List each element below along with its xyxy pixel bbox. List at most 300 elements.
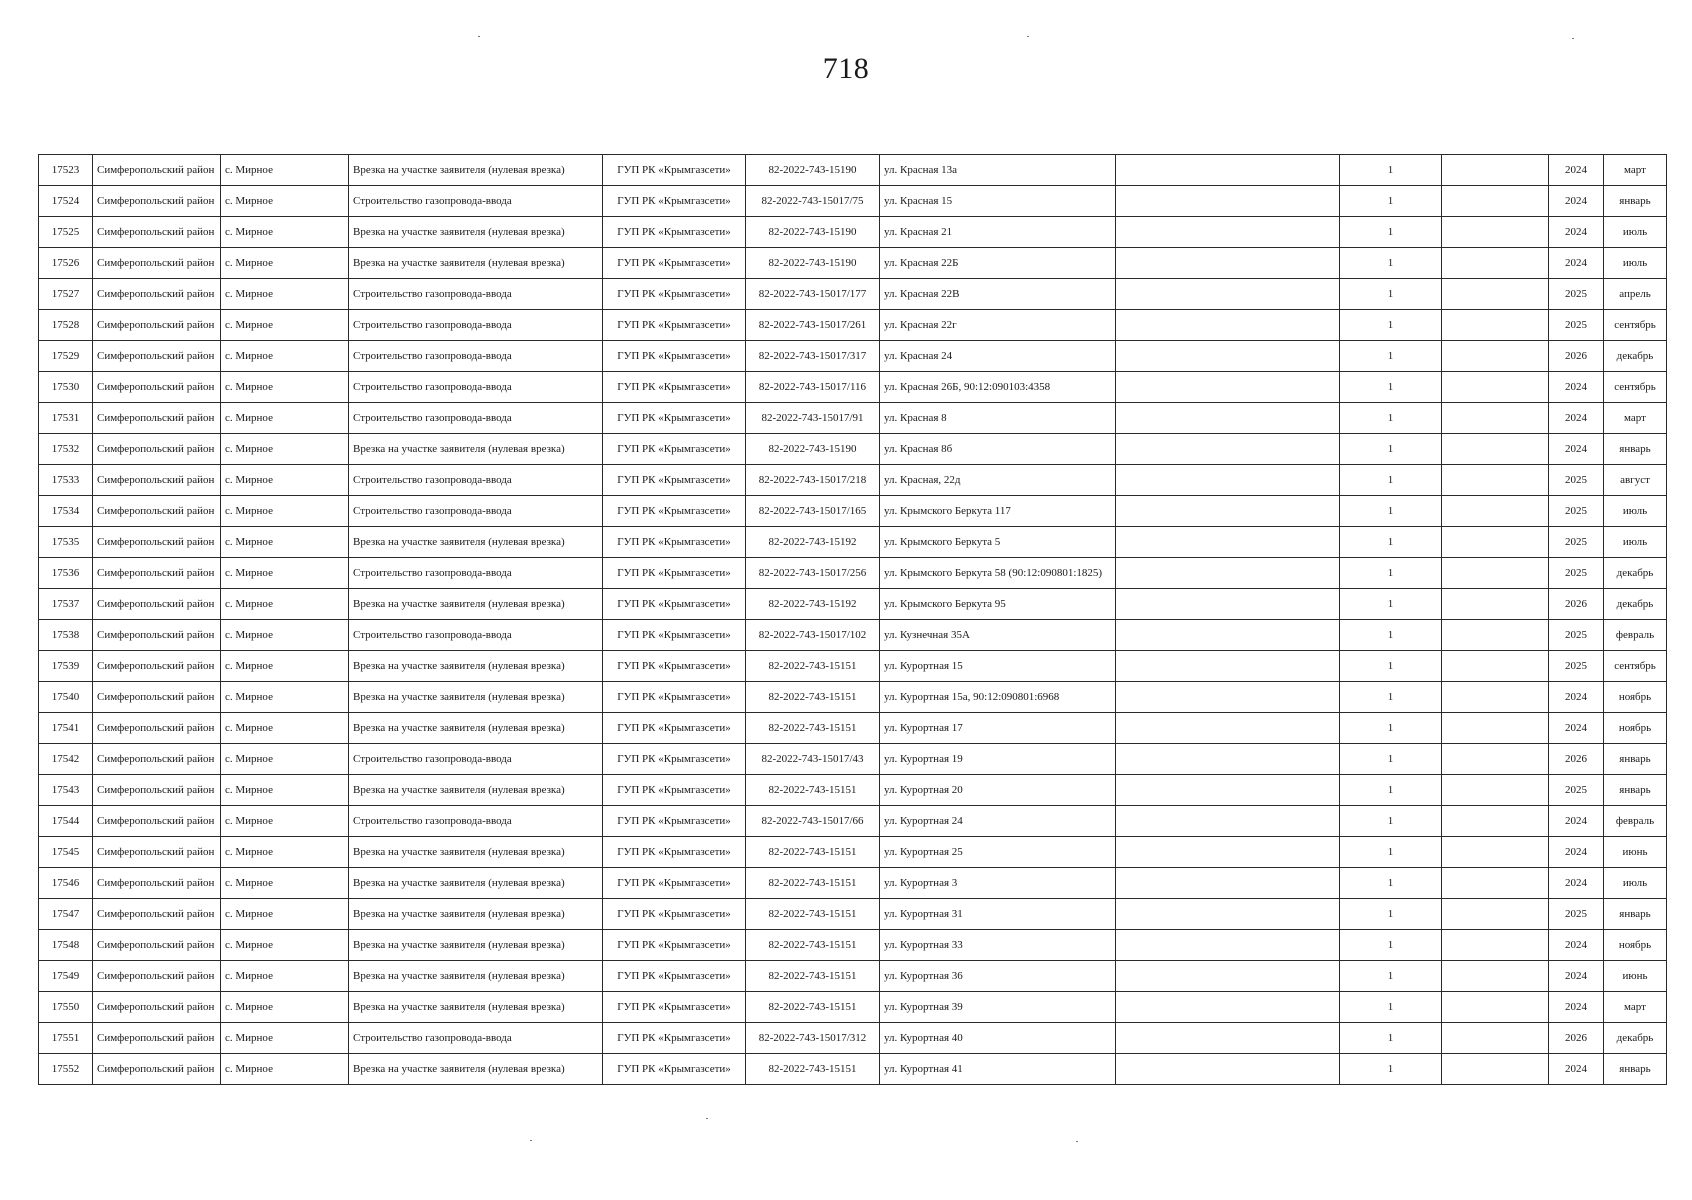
settlement-cell: с. Мирное xyxy=(221,837,349,868)
page-number: 718 xyxy=(822,52,870,85)
quantity-cell: 1 xyxy=(1340,1054,1442,1085)
address-cell: ул. Красная 26Б, 90:12:090103:4358 xyxy=(880,372,1116,403)
empty-cell xyxy=(1442,434,1549,465)
row-number: 17526 xyxy=(39,248,93,279)
table-row xyxy=(39,372,1667,403)
register-table xyxy=(38,154,1667,1085)
district-cell: Симферопольский район xyxy=(93,155,221,186)
quantity-cell: 1 xyxy=(1340,1023,1442,1054)
settlement-cell: с. Мирное xyxy=(221,992,349,1023)
quantity-cell: 1 xyxy=(1340,217,1442,248)
district-cell: Симферопольский район xyxy=(93,217,221,248)
quantity-cell: 1 xyxy=(1340,558,1442,589)
table-row xyxy=(39,279,1667,310)
year-cell: 2026 xyxy=(1549,744,1604,775)
year-cell: 2025 xyxy=(1549,279,1604,310)
district-cell: Симферопольский район xyxy=(93,434,221,465)
settlement-cell: с. Мирное xyxy=(221,775,349,806)
address-cell: ул. Красная 8б xyxy=(880,434,1116,465)
organization-cell: ГУП РК «Крымгазсети» xyxy=(603,186,746,217)
row-number: 17533 xyxy=(39,465,93,496)
row-number: 17542 xyxy=(39,744,93,775)
quantity-cell: 1 xyxy=(1340,806,1442,837)
empty-cell xyxy=(1116,961,1340,992)
settlement-cell: с. Мирное xyxy=(221,372,349,403)
quantity-cell: 1 xyxy=(1340,527,1442,558)
district-cell: Симферопольский район xyxy=(93,930,221,961)
work-type-cell: Строительство газопровода-ввода xyxy=(349,372,603,403)
year-cell: 2026 xyxy=(1549,1023,1604,1054)
empty-cell xyxy=(1116,620,1340,651)
organization-cell: ГУП РК «Крымгазсети» xyxy=(603,310,746,341)
district-cell: Симферопольский район xyxy=(93,248,221,279)
empty-cell xyxy=(1442,899,1549,930)
work-type-cell: Строительство газопровода-ввода xyxy=(349,496,603,527)
month-cell: июль xyxy=(1604,217,1667,248)
empty-cell xyxy=(1116,1023,1340,1054)
work-type-cell: Врезка на участке заявителя (нулевая врезка) xyxy=(349,992,603,1023)
empty-cell xyxy=(1442,527,1549,558)
row-number: 17538 xyxy=(39,620,93,651)
settlement-cell: с. Мирное xyxy=(221,341,349,372)
code-cell: 82-2022-743-15017/102 xyxy=(746,620,880,651)
row-number: 17540 xyxy=(39,682,93,713)
organization-cell: ГУП РК «Крымгазсети» xyxy=(603,527,746,558)
row-number: 17541 xyxy=(39,713,93,744)
year-cell: 2024 xyxy=(1549,930,1604,961)
table-row xyxy=(39,899,1667,930)
month-cell: март xyxy=(1604,992,1667,1023)
district-cell: Симферопольский район xyxy=(93,403,221,434)
code-cell: 82-2022-743-15151 xyxy=(746,1054,880,1085)
settlement-cell: с. Мирное xyxy=(221,310,349,341)
year-cell: 2025 xyxy=(1549,465,1604,496)
empty-cell xyxy=(1116,248,1340,279)
row-number: 17535 xyxy=(39,527,93,558)
work-type-cell: Врезка на участке заявителя (нулевая врезка) xyxy=(349,1054,603,1085)
table-row xyxy=(39,465,1667,496)
code-cell: 82-2022-743-15151 xyxy=(746,682,880,713)
row-number: 17550 xyxy=(39,992,93,1023)
address-cell: ул. Курортная 15 xyxy=(880,651,1116,682)
settlement-cell: с. Мирное xyxy=(221,744,349,775)
month-cell: январь xyxy=(1604,1054,1667,1085)
quantity-cell: 1 xyxy=(1340,341,1442,372)
scan-speck xyxy=(1572,38,1574,39)
table-row xyxy=(39,186,1667,217)
empty-cell xyxy=(1116,589,1340,620)
month-cell: январь xyxy=(1604,186,1667,217)
empty-cell xyxy=(1442,682,1549,713)
code-cell: 82-2022-743-15190 xyxy=(746,248,880,279)
empty-cell xyxy=(1116,434,1340,465)
district-cell: Симферопольский район xyxy=(93,682,221,713)
scan-speck xyxy=(478,36,480,37)
code-cell: 82-2022-743-15017/317 xyxy=(746,341,880,372)
code-cell: 82-2022-743-15017/116 xyxy=(746,372,880,403)
organization-cell: ГУП РК «Крымгазсети» xyxy=(603,1023,746,1054)
address-cell: ул. Кузнечная 35А xyxy=(880,620,1116,651)
table-row xyxy=(39,775,1667,806)
settlement-cell: с. Мирное xyxy=(221,465,349,496)
district-cell: Симферопольский район xyxy=(93,527,221,558)
work-type-cell: Врезка на участке заявителя (нулевая врезка) xyxy=(349,248,603,279)
quantity-cell: 1 xyxy=(1340,186,1442,217)
year-cell: 2024 xyxy=(1549,217,1604,248)
table-row xyxy=(39,1054,1667,1085)
table-row xyxy=(39,589,1667,620)
table-row xyxy=(39,434,1667,465)
settlement-cell: с. Мирное xyxy=(221,527,349,558)
year-cell: 2026 xyxy=(1549,341,1604,372)
year-cell: 2024 xyxy=(1549,806,1604,837)
code-cell: 82-2022-743-15017/218 xyxy=(746,465,880,496)
work-type-cell: Врезка на участке заявителя (нулевая врезка) xyxy=(349,434,603,465)
work-type-cell: Врезка на участке заявителя (нулевая врезка) xyxy=(349,589,603,620)
work-type-cell: Врезка на участке заявителя (нулевая врезка) xyxy=(349,775,603,806)
month-cell: ноябрь xyxy=(1604,682,1667,713)
empty-cell xyxy=(1116,713,1340,744)
organization-cell: ГУП РК «Крымгазсети» xyxy=(603,651,746,682)
month-cell: январь xyxy=(1604,775,1667,806)
organization-cell: ГУП РК «Крымгазсети» xyxy=(603,961,746,992)
organization-cell: ГУП РК «Крымгазсети» xyxy=(603,589,746,620)
code-cell: 82-2022-743-15190 xyxy=(746,434,880,465)
address-cell: ул. Красная 24 xyxy=(880,341,1116,372)
month-cell: июль xyxy=(1604,527,1667,558)
work-type-cell: Строительство газопровода-ввода xyxy=(349,403,603,434)
address-cell: ул. Красная 8 xyxy=(880,403,1116,434)
table-row xyxy=(39,651,1667,682)
address-cell: ул. Курортная 25 xyxy=(880,837,1116,868)
empty-cell xyxy=(1442,868,1549,899)
work-type-cell: Врезка на участке заявителя (нулевая врезка) xyxy=(349,682,603,713)
code-cell: 82-2022-743-15192 xyxy=(746,527,880,558)
empty-cell xyxy=(1442,310,1549,341)
settlement-cell: с. Мирное xyxy=(221,682,349,713)
month-cell: сентябрь xyxy=(1604,310,1667,341)
month-cell: август xyxy=(1604,465,1667,496)
row-number: 17523 xyxy=(39,155,93,186)
month-cell: январь xyxy=(1604,434,1667,465)
quantity-cell: 1 xyxy=(1340,310,1442,341)
district-cell: Симферопольский район xyxy=(93,899,221,930)
address-cell: ул. Курортная 24 xyxy=(880,806,1116,837)
code-cell: 82-2022-743-15151 xyxy=(746,899,880,930)
code-cell: 82-2022-743-15017/43 xyxy=(746,744,880,775)
organization-cell: ГУП РК «Крымгазсети» xyxy=(603,744,746,775)
code-cell: 82-2022-743-15151 xyxy=(746,713,880,744)
month-cell: июнь xyxy=(1604,837,1667,868)
month-cell: январь xyxy=(1604,744,1667,775)
empty-cell xyxy=(1442,372,1549,403)
row-number: 17544 xyxy=(39,806,93,837)
district-cell: Симферопольский район xyxy=(93,558,221,589)
organization-cell: ГУП РК «Крымгазсети» xyxy=(603,775,746,806)
row-number: 17549 xyxy=(39,961,93,992)
organization-cell: ГУП РК «Крымгазсети» xyxy=(603,217,746,248)
code-cell: 82-2022-743-15017/165 xyxy=(746,496,880,527)
month-cell: декабрь xyxy=(1604,341,1667,372)
address-cell: ул. Курортная 41 xyxy=(880,1054,1116,1085)
month-cell: июль xyxy=(1604,496,1667,527)
district-cell: Симферопольский район xyxy=(93,620,221,651)
address-cell: ул. Крымского Беркута 95 xyxy=(880,589,1116,620)
table-row xyxy=(39,558,1667,589)
code-cell: 82-2022-743-15017/312 xyxy=(746,1023,880,1054)
register-rows xyxy=(39,155,1667,1085)
empty-cell xyxy=(1442,589,1549,620)
year-cell: 2024 xyxy=(1549,713,1604,744)
district-cell: Симферопольский район xyxy=(93,744,221,775)
empty-cell xyxy=(1442,837,1549,868)
year-cell: 2024 xyxy=(1549,992,1604,1023)
quantity-cell: 1 xyxy=(1340,279,1442,310)
table-row xyxy=(39,868,1667,899)
month-cell: ноябрь xyxy=(1604,930,1667,961)
empty-cell xyxy=(1442,341,1549,372)
month-cell: февраль xyxy=(1604,620,1667,651)
work-type-cell: Строительство газопровода-ввода xyxy=(349,620,603,651)
year-cell: 2025 xyxy=(1549,496,1604,527)
code-cell: 82-2022-743-15017/256 xyxy=(746,558,880,589)
row-number: 17543 xyxy=(39,775,93,806)
empty-cell xyxy=(1116,837,1340,868)
organization-cell: ГУП РК «Крымгазсети» xyxy=(603,403,746,434)
district-cell: Симферопольский район xyxy=(93,341,221,372)
empty-cell xyxy=(1116,868,1340,899)
empty-cell xyxy=(1442,403,1549,434)
year-cell: 2024 xyxy=(1549,868,1604,899)
settlement-cell: с. Мирное xyxy=(221,217,349,248)
empty-cell xyxy=(1116,217,1340,248)
address-cell: ул. Курортная 36 xyxy=(880,961,1116,992)
row-number: 17534 xyxy=(39,496,93,527)
organization-cell: ГУП РК «Крымгазсети» xyxy=(603,868,746,899)
organization-cell: ГУП РК «Крымгазсети» xyxy=(603,558,746,589)
quantity-cell: 1 xyxy=(1340,651,1442,682)
month-cell: сентябрь xyxy=(1604,651,1667,682)
quantity-cell: 1 xyxy=(1340,899,1442,930)
quantity-cell: 1 xyxy=(1340,620,1442,651)
organization-cell: ГУП РК «Крымгазсети» xyxy=(603,372,746,403)
empty-cell xyxy=(1116,186,1340,217)
table-row xyxy=(39,682,1667,713)
year-cell: 2026 xyxy=(1549,589,1604,620)
quantity-cell: 1 xyxy=(1340,713,1442,744)
table-row xyxy=(39,620,1667,651)
empty-cell xyxy=(1116,310,1340,341)
district-cell: Симферопольский район xyxy=(93,806,221,837)
work-type-cell: Врезка на участке заявителя (нулевая врезка) xyxy=(349,868,603,899)
work-type-cell: Врезка на участке заявителя (нулевая врезка) xyxy=(349,961,603,992)
empty-cell xyxy=(1442,620,1549,651)
quantity-cell: 1 xyxy=(1340,372,1442,403)
organization-cell: ГУП РК «Крымгазсети» xyxy=(603,992,746,1023)
district-cell: Симферопольский район xyxy=(93,589,221,620)
code-cell: 82-2022-743-15190 xyxy=(746,155,880,186)
table-row xyxy=(39,341,1667,372)
code-cell: 82-2022-743-15151 xyxy=(746,868,880,899)
address-cell: ул. Курортная 31 xyxy=(880,899,1116,930)
address-cell: ул. Красная 22г xyxy=(880,310,1116,341)
empty-cell xyxy=(1116,341,1340,372)
work-type-cell: Врезка на участке заявителя (нулевая врезка) xyxy=(349,217,603,248)
address-cell: ул. Красная 21 xyxy=(880,217,1116,248)
row-number: 17539 xyxy=(39,651,93,682)
empty-cell xyxy=(1442,806,1549,837)
address-cell: ул. Крымского Беркута 58 (90:12:090801:1825) xyxy=(880,558,1116,589)
organization-cell: ГУП РК «Крымгазсети» xyxy=(603,682,746,713)
table-row xyxy=(39,961,1667,992)
settlement-cell: с. Мирное xyxy=(221,558,349,589)
month-cell: апрель xyxy=(1604,279,1667,310)
code-cell: 82-2022-743-15151 xyxy=(746,651,880,682)
empty-cell xyxy=(1116,899,1340,930)
row-number: 17548 xyxy=(39,930,93,961)
year-cell: 2024 xyxy=(1549,961,1604,992)
work-type-cell: Строительство газопровода-ввода xyxy=(349,558,603,589)
address-cell: ул. Крымского Беркута 117 xyxy=(880,496,1116,527)
address-cell: ул. Курортная 3 xyxy=(880,868,1116,899)
empty-cell xyxy=(1442,930,1549,961)
district-cell: Симферопольский район xyxy=(93,310,221,341)
table-row xyxy=(39,217,1667,248)
year-cell: 2025 xyxy=(1549,899,1604,930)
empty-cell xyxy=(1442,1023,1549,1054)
address-cell: ул. Крымского Беркута 5 xyxy=(880,527,1116,558)
empty-cell xyxy=(1442,713,1549,744)
month-cell: март xyxy=(1604,155,1667,186)
district-cell: Симферопольский район xyxy=(93,1054,221,1085)
quantity-cell: 1 xyxy=(1340,961,1442,992)
year-cell: 2024 xyxy=(1549,1054,1604,1085)
district-cell: Симферопольский район xyxy=(93,496,221,527)
quantity-cell: 1 xyxy=(1340,434,1442,465)
empty-cell xyxy=(1442,279,1549,310)
organization-cell: ГУП РК «Крымгазсети» xyxy=(603,341,746,372)
settlement-cell: с. Мирное xyxy=(221,589,349,620)
district-cell: Симферопольский район xyxy=(93,651,221,682)
empty-cell xyxy=(1116,372,1340,403)
organization-cell: ГУП РК «Крымгазсети» xyxy=(603,930,746,961)
address-cell: ул. Красная 22Б xyxy=(880,248,1116,279)
empty-cell xyxy=(1116,682,1340,713)
row-number: 17545 xyxy=(39,837,93,868)
row-number: 17531 xyxy=(39,403,93,434)
empty-cell xyxy=(1116,155,1340,186)
work-type-cell: Строительство газопровода-ввода xyxy=(349,341,603,372)
district-cell: Симферопольский район xyxy=(93,775,221,806)
organization-cell: ГУП РК «Крымгазсети» xyxy=(603,837,746,868)
empty-cell xyxy=(1442,496,1549,527)
organization-cell: ГУП РК «Крымгазсети» xyxy=(603,434,746,465)
row-number: 17525 xyxy=(39,217,93,248)
table-row xyxy=(39,248,1667,279)
table-row xyxy=(39,496,1667,527)
district-cell: Симферопольский район xyxy=(93,186,221,217)
quantity-cell: 1 xyxy=(1340,775,1442,806)
district-cell: Симферопольский район xyxy=(93,372,221,403)
empty-cell xyxy=(1442,1054,1549,1085)
empty-cell xyxy=(1116,465,1340,496)
scan-speck xyxy=(706,1118,708,1119)
year-cell: 2024 xyxy=(1549,434,1604,465)
work-type-cell: Строительство газопровода-ввода xyxy=(349,806,603,837)
code-cell: 82-2022-743-15017/261 xyxy=(746,310,880,341)
empty-cell xyxy=(1116,558,1340,589)
empty-cell xyxy=(1116,806,1340,837)
code-cell: 82-2022-743-15151 xyxy=(746,961,880,992)
quantity-cell: 1 xyxy=(1340,465,1442,496)
settlement-cell: с. Мирное xyxy=(221,651,349,682)
settlement-cell: с. Мирное xyxy=(221,279,349,310)
month-cell: июль xyxy=(1604,248,1667,279)
work-type-cell: Врезка на участке заявителя (нулевая врезка) xyxy=(349,155,603,186)
row-number: 17546 xyxy=(39,868,93,899)
organization-cell: ГУП РК «Крымгазсети» xyxy=(603,248,746,279)
quantity-cell: 1 xyxy=(1340,403,1442,434)
month-cell: январь xyxy=(1604,899,1667,930)
year-cell: 2024 xyxy=(1549,155,1604,186)
address-cell: ул. Красная 22В xyxy=(880,279,1116,310)
address-cell: ул. Красная 13а xyxy=(880,155,1116,186)
code-cell: 82-2022-743-15151 xyxy=(746,775,880,806)
organization-cell: ГУП РК «Крымгазсети» xyxy=(603,806,746,837)
year-cell: 2025 xyxy=(1549,558,1604,589)
quantity-cell: 1 xyxy=(1340,155,1442,186)
address-cell: ул. Курортная 17 xyxy=(880,713,1116,744)
empty-cell xyxy=(1442,465,1549,496)
table-row xyxy=(39,310,1667,341)
empty-cell xyxy=(1116,744,1340,775)
table-row xyxy=(39,930,1667,961)
scan-speck xyxy=(1076,1141,1078,1142)
settlement-cell: с. Мирное xyxy=(221,155,349,186)
work-type-cell: Строительство газопровода-ввода xyxy=(349,744,603,775)
code-cell: 82-2022-743-15190 xyxy=(746,217,880,248)
empty-cell xyxy=(1116,651,1340,682)
code-cell: 82-2022-743-15017/66 xyxy=(746,806,880,837)
settlement-cell: с. Мирное xyxy=(221,434,349,465)
district-cell: Симферопольский район xyxy=(93,713,221,744)
empty-cell xyxy=(1442,155,1549,186)
year-cell: 2024 xyxy=(1549,186,1604,217)
empty-cell xyxy=(1116,279,1340,310)
address-cell: ул. Красная 15 xyxy=(880,186,1116,217)
address-cell: ул. Курортная 19 xyxy=(880,744,1116,775)
empty-cell xyxy=(1442,961,1549,992)
month-cell: сентябрь xyxy=(1604,372,1667,403)
work-type-cell: Строительство газопровода-ввода xyxy=(349,186,603,217)
organization-cell: ГУП РК «Крымгазсети» xyxy=(603,1054,746,1085)
month-cell: июль xyxy=(1604,868,1667,899)
organization-cell: ГУП РК «Крымгазсети» xyxy=(603,899,746,930)
district-cell: Симферопольский район xyxy=(93,961,221,992)
table-row xyxy=(39,806,1667,837)
work-type-cell: Строительство газопровода-ввода xyxy=(349,1023,603,1054)
quantity-cell: 1 xyxy=(1340,248,1442,279)
empty-cell xyxy=(1116,775,1340,806)
address-cell: ул. Красная, 22д xyxy=(880,465,1116,496)
year-cell: 2024 xyxy=(1549,682,1604,713)
row-number: 17552 xyxy=(39,1054,93,1085)
quantity-cell: 1 xyxy=(1340,496,1442,527)
quantity-cell: 1 xyxy=(1340,744,1442,775)
settlement-cell: с. Мирное xyxy=(221,620,349,651)
empty-cell xyxy=(1116,527,1340,558)
district-cell: Симферопольский район xyxy=(93,1023,221,1054)
